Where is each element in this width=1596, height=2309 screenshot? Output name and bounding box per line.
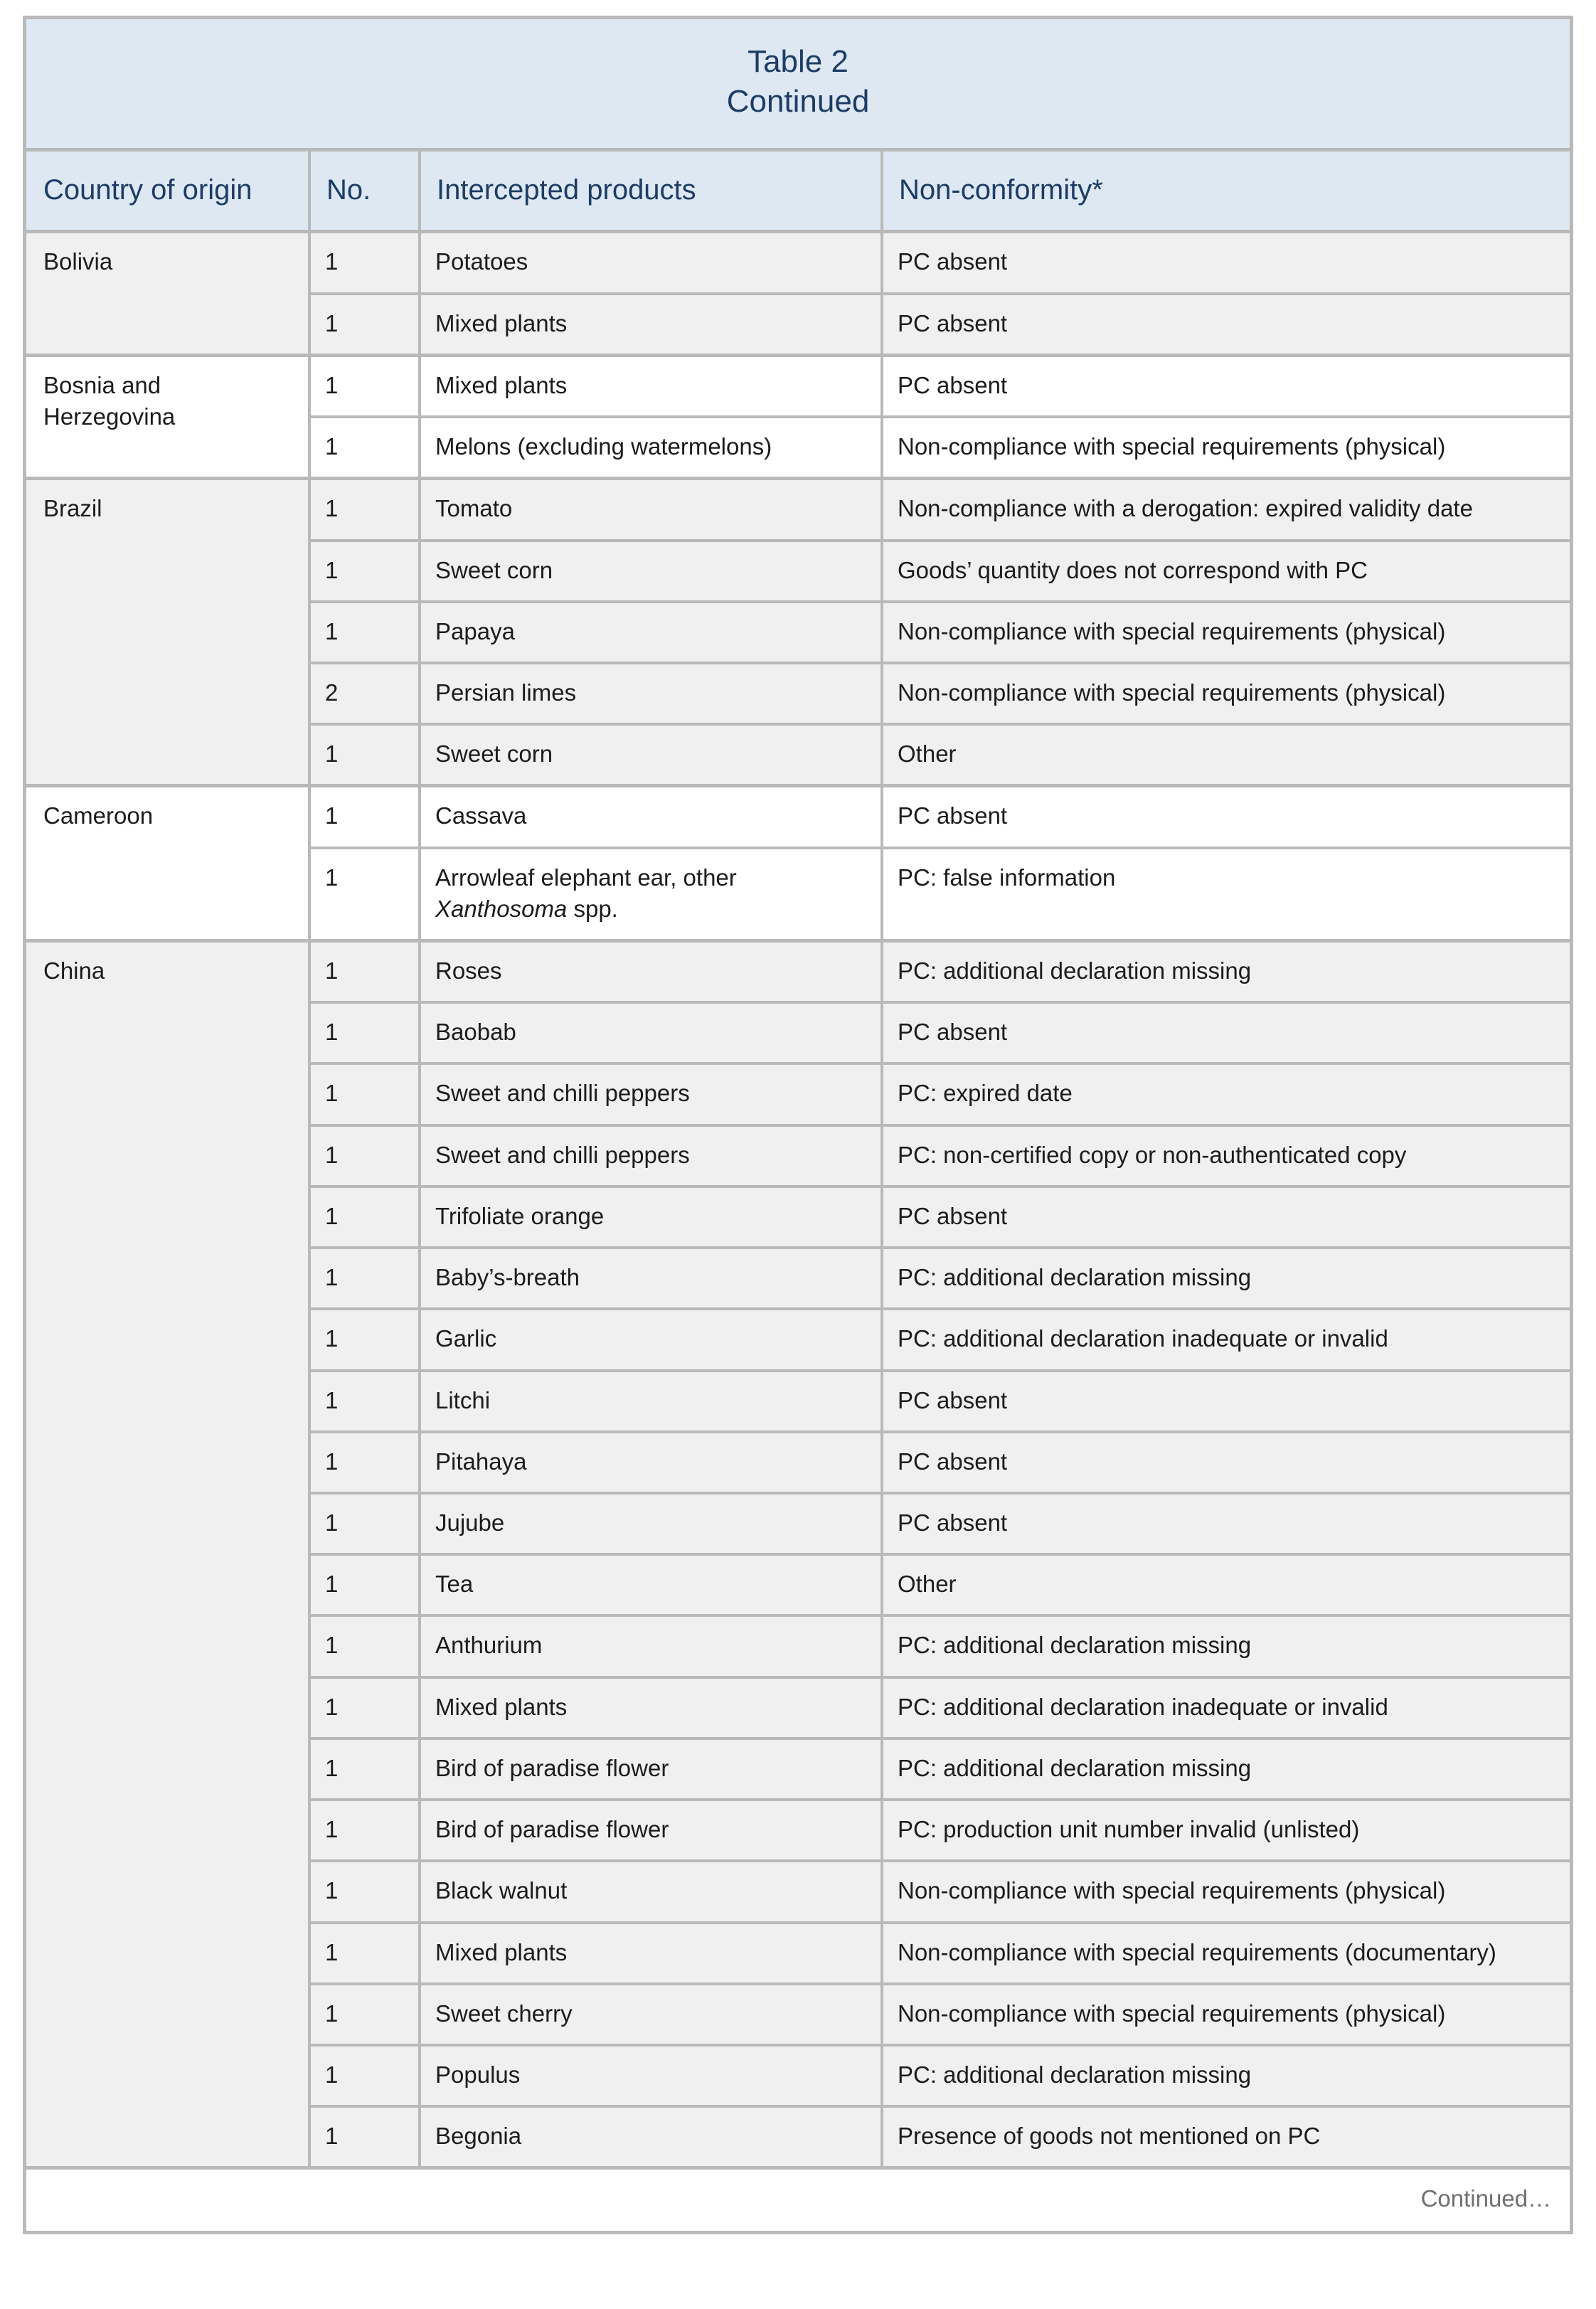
table-title-row xyxy=(26,19,1570,152)
intercepted-product-cell: Sweet cherry xyxy=(421,1985,883,2047)
number-cell: 1 xyxy=(311,1372,421,1433)
intercepted-product-cell: Persian limes xyxy=(421,664,883,726)
number-cell: 1 xyxy=(311,2108,421,2170)
non-conformity-cell: PC: expired date xyxy=(883,1065,1570,1126)
intercepted-product-cell: Litchi xyxy=(421,1372,883,1433)
table-title-cell xyxy=(26,19,1570,152)
non-conformity-cell: Other xyxy=(883,726,1570,787)
non-conformity-cell: Goods’ quantity does not correspond with PC xyxy=(883,542,1570,603)
non-conformity-cell: PC absent xyxy=(883,1433,1570,1495)
intercepted-product-cell: Sweet corn xyxy=(421,726,883,787)
column-header-country: Country of origin xyxy=(26,152,311,234)
table-body xyxy=(26,233,1570,2170)
intercepted-product-cell: Sweet and chilli peppers xyxy=(421,1127,883,1188)
intercepted-product-cell: Sweet corn xyxy=(421,542,883,603)
column-header-product: Intercepted products xyxy=(421,152,883,234)
number-cell: 1 xyxy=(311,1617,421,1678)
intercepted-product-cell: Baby’s-breath xyxy=(421,1249,883,1310)
number-cell: 1 xyxy=(311,787,421,849)
number-cell: 1 xyxy=(311,1556,421,1617)
non-conformity-cell: PC: additional declaration missing xyxy=(883,1249,1570,1310)
non-conformity-cell: PC absent xyxy=(883,1495,1570,1556)
intercepted-product-cell: Melons (excluding watermelons) xyxy=(421,418,883,480)
intercepted-product-cell: Bird of paradise flower xyxy=(421,1801,883,1862)
intercepted-product-cell: Jujube xyxy=(421,1495,883,1556)
number-cell: 1 xyxy=(311,849,421,943)
intercepted-product-cell: Pitahaya xyxy=(421,1433,883,1495)
non-conformity-cell: Non-compliance with special requirements (physical) xyxy=(883,418,1570,480)
number-cell: 1 xyxy=(311,1801,421,1862)
number-cell: 1 xyxy=(311,1924,421,1985)
number-cell: 1 xyxy=(311,1249,421,1310)
non-conformity-cell: PC: false information xyxy=(883,849,1570,943)
number-cell: 1 xyxy=(311,1985,421,2047)
intercepted-product-cell: Anthurium xyxy=(421,1617,883,1678)
number-cell: 1 xyxy=(311,1433,421,1495)
table-footer-row xyxy=(26,2170,1570,2231)
number-cell: 1 xyxy=(311,1862,421,1923)
number-cell: 1 xyxy=(311,1004,421,1065)
table-title: Table 2 xyxy=(748,44,848,79)
non-conformity-cell: PC absent xyxy=(883,1004,1570,1065)
table-row xyxy=(26,787,1570,849)
non-conformity-cell: PC: additional declaration inadequate or invalid xyxy=(883,1679,1570,1740)
non-conformity-cell: Non-compliance with special requirements (documentary) xyxy=(883,1924,1570,1985)
number-cell: 1 xyxy=(311,603,421,664)
number-cell: 1 xyxy=(311,1679,421,1740)
country-of-origin-cell: Cameroon xyxy=(26,787,311,943)
non-conformity-cell: PC: additional declaration missing xyxy=(883,943,1570,1004)
intercepted-products-table xyxy=(23,16,1573,2234)
non-conformity-cell: PC: additional declaration missing xyxy=(883,2047,1570,2108)
number-cell: 2 xyxy=(311,664,421,726)
intercepted-product-cell: Arrowleaf elephant ear, other Xanthosoma spp. xyxy=(421,849,883,943)
number-cell: 1 xyxy=(311,1188,421,1249)
number-cell: 1 xyxy=(311,1310,421,1371)
intercepted-product-cell: Mixed plants xyxy=(421,1924,883,1985)
intercepted-product-cell: Potatoes xyxy=(421,233,883,294)
non-conformity-cell: PC absent xyxy=(883,1188,1570,1249)
number-cell: 1 xyxy=(311,480,421,541)
column-header-no: No. xyxy=(311,152,421,234)
non-conformity-cell: PC: production unit number invalid (unlisted) xyxy=(883,1801,1570,1862)
country-of-origin-cell: China xyxy=(26,943,311,2170)
non-conformity-cell: PC absent xyxy=(883,233,1570,294)
intercepted-product-cell: Trifoliate orange xyxy=(421,1188,883,1249)
non-conformity-cell: PC absent xyxy=(883,1372,1570,1433)
intercepted-product-cell: Mixed plants xyxy=(421,1679,883,1740)
intercepted-product-cell: Garlic xyxy=(421,1310,883,1371)
country-of-origin-cell: Brazil xyxy=(26,480,311,787)
number-cell: 1 xyxy=(311,542,421,603)
intercepted-product-cell: Cassava xyxy=(421,787,883,849)
intercepted-product-cell: Tomato xyxy=(421,480,883,541)
table-row xyxy=(26,480,1570,541)
non-conformity-cell: Presence of goods not mentioned on PC xyxy=(883,2108,1570,2170)
number-cell: 1 xyxy=(311,2047,421,2108)
country-of-origin-cell: Bosnia and Herzegovina xyxy=(26,357,311,480)
intercepted-product-cell: Bird of paradise flower xyxy=(421,1740,883,1801)
intercepted-product-cell: Roses xyxy=(421,943,883,1004)
table-title-continued: Continued xyxy=(726,84,870,120)
number-cell: 1 xyxy=(311,1740,421,1801)
intercepted-product-cell: Baobab xyxy=(421,1004,883,1065)
non-conformity-cell: Non-compliance with special requirements (physical) xyxy=(883,1862,1570,1923)
non-conformity-cell: Non-compliance with special requirements (physical) xyxy=(883,664,1570,726)
non-conformity-cell: PC absent xyxy=(883,295,1570,357)
country-of-origin-cell: Bolivia xyxy=(26,233,311,356)
intercepted-product-cell: Tea xyxy=(421,1556,883,1617)
number-cell: 1 xyxy=(311,1495,421,1556)
intercepted-product-cell: Begonia xyxy=(421,2108,883,2170)
number-cell: 1 xyxy=(311,418,421,480)
intercepted-product-cell: Sweet and chilli peppers xyxy=(421,1065,883,1126)
non-conformity-cell: PC: additional declaration inadequate or invalid xyxy=(883,1310,1570,1371)
column-header-nonconformity: Non-conformity* xyxy=(883,152,1570,234)
intercepted-product-cell: Mixed plants xyxy=(421,357,883,418)
number-cell: 1 xyxy=(311,357,421,418)
non-conformity-cell: Non-compliance with special requirements (physical) xyxy=(883,1985,1570,2047)
non-conformity-cell: Non-compliance with special requirements (physical) xyxy=(883,603,1570,664)
number-cell: 1 xyxy=(311,726,421,787)
number-cell: 1 xyxy=(311,943,421,1004)
table-row xyxy=(26,233,1570,294)
continued-note: Continued… xyxy=(26,2170,1570,2231)
intercepted-product-cell: Black walnut xyxy=(421,1862,883,1923)
intercepted-product-cell: Mixed plants xyxy=(421,295,883,357)
column-header-row xyxy=(26,152,1570,234)
non-conformity-cell: Non-compliance with a derogation: expired validity date xyxy=(883,480,1570,541)
intercepted-product-cell: Populus xyxy=(421,2047,883,2108)
non-conformity-cell: PC: additional declaration missing xyxy=(883,1740,1570,1801)
non-conformity-cell: PC: additional declaration missing xyxy=(883,1617,1570,1678)
table-row xyxy=(26,357,1570,418)
table-foot xyxy=(26,2170,1570,2231)
non-conformity-cell: PC absent xyxy=(883,787,1570,849)
table-head xyxy=(26,19,1570,233)
scientific-name: Xanthosoma xyxy=(435,895,568,922)
intercepted-product-cell: Papaya xyxy=(421,603,883,664)
number-cell: 1 xyxy=(311,233,421,294)
non-conformity-cell: Other xyxy=(883,1556,1570,1617)
number-cell: 1 xyxy=(311,1065,421,1126)
non-conformity-cell: PC absent xyxy=(883,357,1570,418)
number-cell: 1 xyxy=(311,295,421,357)
number-cell: 1 xyxy=(311,1127,421,1188)
table-row xyxy=(26,943,1570,1004)
non-conformity-cell: PC: non-certified copy or non-authenticated copy xyxy=(883,1127,1570,1188)
